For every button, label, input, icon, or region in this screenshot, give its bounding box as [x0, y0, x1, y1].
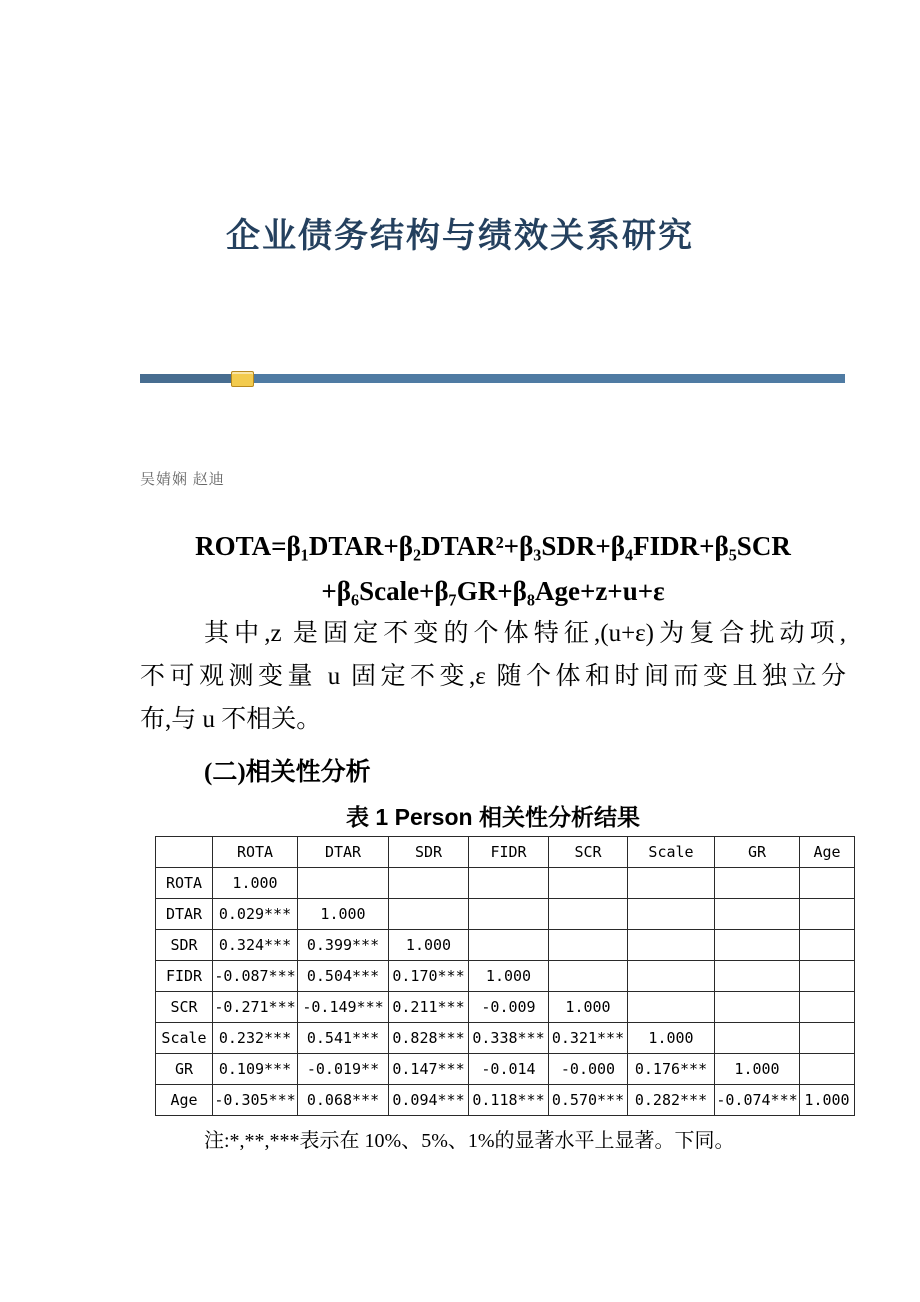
value-cell: 1.000	[298, 899, 389, 930]
table-row	[156, 930, 855, 961]
body-paragraph	[140, 612, 846, 741]
table-row	[156, 899, 855, 930]
value-cell: 1.000	[715, 1054, 800, 1085]
value-cell: 0.282***	[628, 1085, 715, 1116]
value-cell: 1.000	[469, 961, 549, 992]
value-cell: -0.014	[469, 1054, 549, 1085]
column-header: ROTA	[213, 837, 298, 868]
column-header: SCR	[549, 837, 628, 868]
value-cell: -0.271***	[213, 992, 298, 1023]
column-header: Age	[800, 837, 855, 868]
value-cell	[800, 930, 855, 961]
value-cell: 0.094***	[389, 1085, 469, 1116]
value-cell: 0.118***	[469, 1085, 549, 1116]
value-cell: -0.009	[469, 992, 549, 1023]
table-row	[156, 1023, 855, 1054]
formula-line-2: +β₆Scale+β₇GR+β₈Age+z+u+ε	[321, 576, 665, 606]
row-label: ROTA	[156, 868, 213, 899]
value-cell: 0.109***	[213, 1054, 298, 1085]
section-heading: (二)相关性分析	[204, 759, 371, 786]
value-cell	[628, 930, 715, 961]
value-cell: -0.019**	[298, 1054, 389, 1085]
row-label: GR	[156, 1054, 213, 1085]
correlation-table	[155, 836, 855, 1116]
table-title: 表 1 Person 相关性分析结果	[346, 804, 640, 830]
value-cell: 1.000	[213, 868, 298, 899]
value-cell: 0.324***	[213, 930, 298, 961]
value-cell: -0.087***	[213, 961, 298, 992]
column-header: FIDR	[469, 837, 549, 868]
row-label: SCR	[156, 992, 213, 1023]
row-label: Scale	[156, 1023, 213, 1054]
value-cell: -0.000	[549, 1054, 628, 1085]
table-note: 注:*,**,***表示在 10%、5%、1%的显著水平上显著。下同。	[204, 1130, 735, 1152]
value-cell	[800, 868, 855, 899]
value-cell	[628, 899, 715, 930]
value-cell: 0.232***	[213, 1023, 298, 1054]
title-divider	[140, 374, 845, 383]
value-cell	[800, 992, 855, 1023]
value-cell: 1.000	[628, 1023, 715, 1054]
value-cell	[715, 868, 800, 899]
value-cell	[469, 868, 549, 899]
value-cell: -0.305***	[213, 1085, 298, 1116]
value-cell	[715, 899, 800, 930]
value-cell: 0.570***	[549, 1085, 628, 1116]
table-row	[156, 868, 855, 899]
value-cell: -0.149***	[298, 992, 389, 1023]
row-label: FIDR	[156, 961, 213, 992]
value-cell: 0.170***	[389, 961, 469, 992]
value-cell	[800, 1054, 855, 1085]
value-cell: 1.000	[389, 930, 469, 961]
page-title: 企业债务结构与绩效关系研究	[226, 218, 694, 255]
column-header: SDR	[389, 837, 469, 868]
value-cell	[800, 1023, 855, 1054]
value-cell: 1.000	[800, 1085, 855, 1116]
value-cell: 0.321***	[549, 1023, 628, 1054]
formula-line-1: ROTA=β₁DTAR+β₂DTAR²+β₃SDR+β₄FIDR+β₅SCR	[195, 531, 791, 561]
value-cell: 0.399***	[298, 930, 389, 961]
table-row	[156, 1054, 855, 1085]
table-body	[156, 868, 855, 1116]
value-cell: 0.147***	[389, 1054, 469, 1085]
table-header-row	[156, 837, 855, 868]
value-cell	[549, 930, 628, 961]
column-header: Scale	[628, 837, 715, 868]
value-cell	[800, 961, 855, 992]
value-cell	[628, 868, 715, 899]
column-header: GR	[715, 837, 800, 868]
value-cell	[389, 899, 469, 930]
value-cell	[715, 930, 800, 961]
value-cell	[715, 961, 800, 992]
row-label: SDR	[156, 930, 213, 961]
value-cell	[298, 868, 389, 899]
value-cell	[628, 992, 715, 1023]
value-cell: 0.211***	[389, 992, 469, 1023]
paragraph-line: 布,与 u 不相关。	[140, 706, 322, 733]
value-cell	[469, 930, 549, 961]
value-cell: 0.828***	[389, 1023, 469, 1054]
value-cell	[549, 899, 628, 930]
value-cell: 0.541***	[298, 1023, 389, 1054]
value-cell	[715, 992, 800, 1023]
value-cell: 0.068***	[298, 1085, 389, 1116]
value-cell	[628, 961, 715, 992]
value-cell	[549, 961, 628, 992]
note-icon	[231, 371, 254, 387]
value-cell	[389, 868, 469, 899]
value-cell: 1.000	[549, 992, 628, 1023]
table-row	[156, 961, 855, 992]
value-cell	[549, 868, 628, 899]
paragraph-line: 不可观测变量 u 固定不变,ε 随个体和时间而变且独立分	[140, 663, 846, 690]
authors: 吴婧娴 赵迪	[140, 472, 225, 488]
value-cell: 0.504***	[298, 961, 389, 992]
row-label: DTAR	[156, 899, 213, 930]
column-header: DTAR	[298, 837, 389, 868]
value-cell	[469, 899, 549, 930]
value-cell: 0.176***	[628, 1054, 715, 1085]
value-cell: 0.338***	[469, 1023, 549, 1054]
regression-formula	[140, 524, 846, 614]
table-row	[156, 992, 855, 1023]
value-cell: -0.074***	[715, 1085, 800, 1116]
value-cell	[800, 899, 855, 930]
value-cell: 0.029***	[213, 899, 298, 930]
value-cell	[715, 1023, 800, 1054]
table-row	[156, 1085, 855, 1116]
paragraph-line: 其中,z 是固定不变的个体特征,(u+ε)为复合扰动项,	[204, 620, 846, 647]
corner-cell	[156, 837, 213, 868]
row-label: Age	[156, 1085, 213, 1116]
